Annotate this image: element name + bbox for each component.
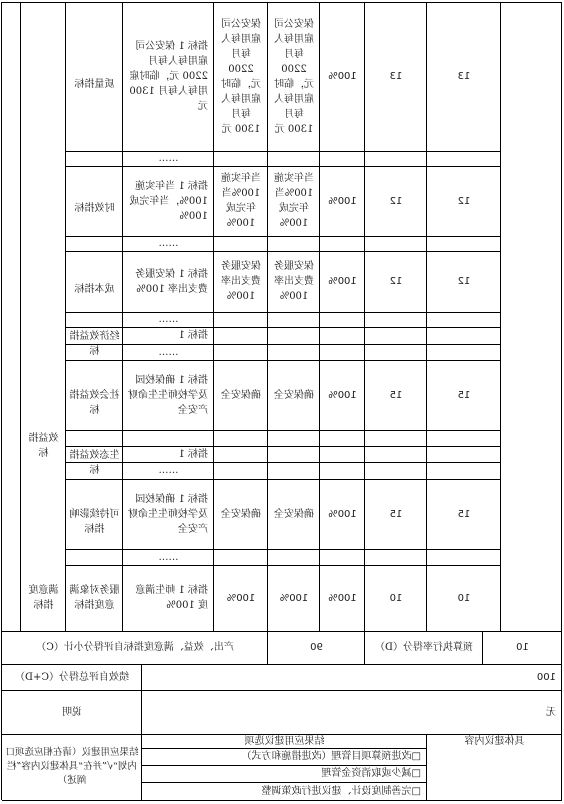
quality-actual: 保安公司雇用每人每月 2200 元，临时雇用每人每月 1300 元 (274, 18, 314, 135)
cost-weight: 12 (389, 276, 403, 287)
timeliness-ellipsis: …… (158, 238, 179, 249)
budget-execution-value: 10 (516, 642, 529, 653)
notes-value: 无 (546, 706, 556, 718)
satisfaction-weight: 10 (389, 592, 403, 604)
total-score-value: 100 (536, 671, 556, 683)
timeliness-category: 时效指标 (74, 203, 115, 214)
social-target: 确保安全 (221, 389, 261, 401)
social-category: 社会效益指标 (69, 390, 120, 416)
quality-target: 保安公司雇用每人每月 2200 元，临时雇用每人每月 1300 元 (221, 18, 261, 135)
quality-category: 质量指标 (74, 78, 115, 90)
ecological-ellipsis: …… (158, 465, 179, 476)
cost-actual: 保安服务费支出率 100% (274, 261, 314, 302)
suggestion-content-cell[interactable] (427, 748, 562, 800)
cost-ellipsis: …… (158, 314, 179, 325)
satisfaction-actual: 100% (279, 592, 309, 604)
suggestion-content-header: 具体建议内容 (464, 735, 525, 747)
timeliness-actual: 当年实施 100%当年完成 100% (274, 173, 314, 229)
satisfaction-indicator: 指标 1 师生满意度 100% (135, 585, 208, 611)
ecological-indicator: 指标 1 (178, 448, 208, 460)
total-score-label: 绩效自评总得分（C+D） (14, 671, 130, 683)
timeliness-target: 当年实施 100%当年完成 100% (221, 173, 261, 229)
quality-score: 13 (457, 71, 471, 82)
ecological-category: 生态效益指标 (69, 449, 120, 476)
suggestions-label: 结果应用建议（请在相应选项口内划“√”并在“具体建议内容”栏阐述） (5, 747, 139, 786)
subtotal-value: 90 (310, 642, 323, 653)
timeliness-indicator: 指标 1 当年实施 100%，当年完成 100% (129, 180, 208, 222)
economic-category: 经济效益指标 (69, 330, 120, 357)
timeliness-score: 12 (457, 195, 471, 207)
timeliness-rate: 100% (328, 195, 357, 207)
social-actual: 确保安全 (274, 389, 314, 401)
cost-category: 成本指标 (74, 283, 115, 295)
sustainable-category: 可持续影响指标 (69, 509, 120, 535)
cost-score: 12 (457, 276, 471, 287)
quality-rate: 100% (328, 71, 357, 82)
suggestion-option-1[interactable]: □改进预算项目管理（改进措施和方式） (241, 751, 421, 762)
sustainable-rate: 100% (328, 508, 357, 520)
economic-indicator: 指标 1 (178, 330, 208, 341)
sustainable-actual: 确保安全 (274, 508, 314, 520)
satisfaction-indicator-label: 满意度指标 (28, 585, 59, 611)
economic-ellipsis: …… (158, 346, 179, 358)
suggestion-options-header: 结果应用建议选项 (244, 735, 325, 747)
cost-indicator: 指标 1 保安服务费支出率 100% (135, 268, 208, 295)
satisfaction-category: 服务对象满意度指标 (69, 585, 120, 611)
satisfaction-score: 10 (457, 592, 471, 604)
timeliness-weight: 12 (389, 195, 403, 207)
suggestion-option-2[interactable]: □减少或取消资金管理 (321, 768, 421, 779)
sustainable-weight: 15 (389, 508, 403, 520)
social-weight: 15 (389, 389, 403, 401)
quality-ellipsis: …… (158, 153, 179, 164)
outcome-indicator-label: 效益指标 (28, 433, 59, 459)
social-score: 15 (457, 389, 471, 401)
sustainable-score: 15 (457, 508, 471, 520)
sustainable-ellipsis: …… (158, 551, 179, 563)
quality-weight: 13 (389, 71, 403, 82)
budget-execution-label: 预算执行率得分（D） (374, 642, 474, 653)
social-rate: 100% (328, 389, 357, 401)
suggestion-option-3[interactable]: □完善制度设计、建议进行政策调整 (261, 785, 421, 797)
notes-label: 说明 (62, 706, 82, 718)
quality-indicator: 指标 1 保安公司雇用每人每月 2200 元，临时雇用每人每月 1300 元 (129, 41, 208, 112)
sustainable-target: 确保安全 (221, 508, 261, 520)
cost-target: 保安服务费支出率 100% (221, 261, 261, 302)
subtotal-label: 产出、效益、满意度指标自评得分小计（C） (36, 642, 234, 653)
cost-rate: 100% (328, 276, 357, 287)
social-indicator: 指标 1 确保校园及学校师生生命财产安全 (128, 374, 208, 416)
satisfaction-rate: 100% (328, 592, 357, 604)
satisfaction-target: 100% (226, 592, 256, 604)
sustainable-indicator: 指标 1 确保校园及学校师生生命财产安全 (128, 493, 208, 535)
